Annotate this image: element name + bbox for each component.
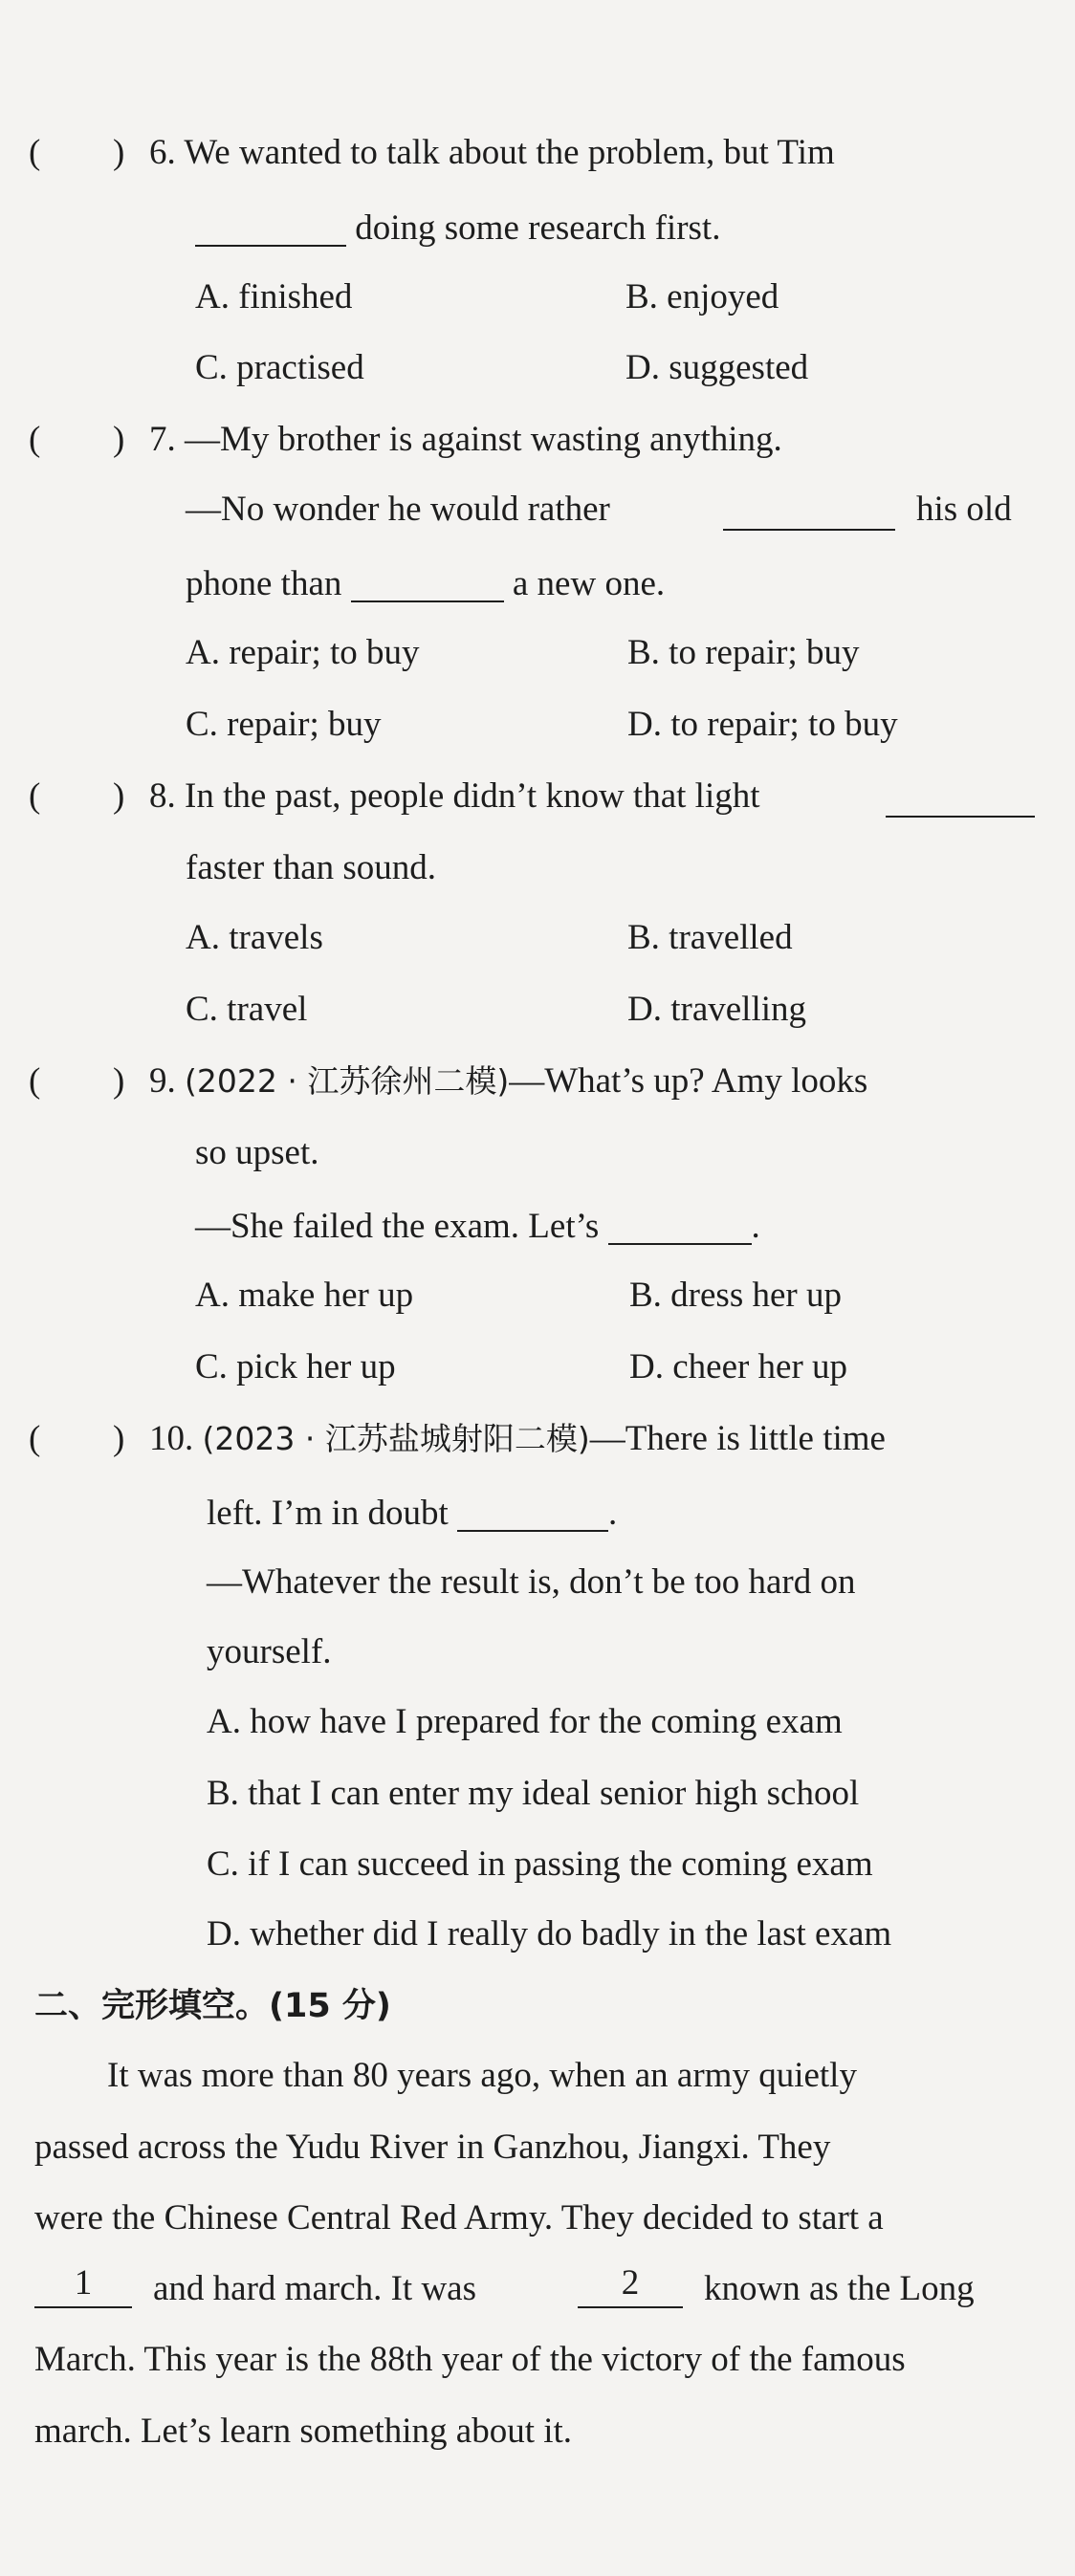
q6-options-row2 — [0, 341, 1075, 395]
q6-options-row1 — [0, 271, 1075, 324]
answer-blank[interactable] — [457, 1492, 608, 1532]
q9-stem: ( ) 9. (2022 · 江苏徐州二模)—What’s up? Amy looks — [29, 1061, 868, 1101]
cloze-blank-2[interactable]: 2 — [578, 2262, 683, 2308]
q6-option-c[interactable]: C. practised — [195, 348, 364, 387]
q7-number: 7 — [149, 420, 167, 459]
passage-line-2: passed across the Yudu River in Ganzhou, Jiangxi. They — [34, 2128, 831, 2167]
q9-number: 9 — [149, 1061, 167, 1101]
q6-number: 6 — [149, 133, 167, 172]
q9-option-a[interactable]: A. make her up — [195, 1276, 414, 1315]
q7-option-c[interactable]: C. repair; buy — [186, 705, 382, 744]
q7-options-row2 — [0, 698, 1075, 752]
q6-option-b[interactable]: B. enjoyed — [625, 277, 779, 317]
q7-option-d[interactable]: D. to repair; to buy — [627, 705, 898, 744]
q7-option-a[interactable]: A. repair; to buy — [186, 633, 420, 672]
q10-option-c[interactable]: C. if I can succeed in passing the coming exam — [207, 1845, 873, 1884]
q8-option-a[interactable]: A. travels — [186, 918, 323, 957]
q10-option-c-row — [0, 1838, 1075, 1891]
q9-option-d[interactable]: D. cheer her up — [629, 1347, 848, 1386]
q9-option-b[interactable]: B. dress her up — [629, 1276, 842, 1315]
q8-options-row1 — [0, 911, 1075, 965]
answer-blank[interactable] — [351, 562, 504, 602]
q8-stem-line2: faster than sound. — [186, 848, 437, 887]
q7-option-b[interactable]: B. to repair; buy — [627, 633, 860, 672]
passage-line-3: were the Chinese Central Red Army. They decided to start a — [34, 2198, 884, 2238]
q9-option-c[interactable]: C. pick her up — [195, 1347, 396, 1386]
q9-options-row2 — [0, 1341, 1075, 1394]
q7-stem-line3: phone than a new one. — [186, 564, 666, 603]
q8-option-c[interactable]: C. travel — [186, 990, 308, 1029]
q6-stem: ( ) 6. We wanted to talk about the problem, but Tim — [29, 133, 835, 172]
q6-option-d[interactable]: D. suggested — [625, 348, 809, 387]
q9-stem-line2: so upset. — [195, 1133, 319, 1172]
q10-option-d[interactable]: D. whether did I really do badly in the last exam — [207, 1914, 892, 1954]
q10-stem-line4: yourself. — [207, 1632, 332, 1671]
q10-option-a-row — [0, 1695, 1075, 1749]
q10-stem-line3: —Whatever the result is, don’t be too hard on — [207, 1562, 856, 1602]
q6-text: We wanted to talk about the problem, but Tim — [184, 133, 835, 172]
q10-stem: ( ) 10. (2023 · 江苏盐城射阳二模)—There is little time — [29, 1419, 886, 1458]
passage-line-5: March. This year is the 88th year of the victory of the famous — [34, 2340, 906, 2379]
q7-options-row1 — [0, 626, 1075, 680]
section2-heading-row — [0, 1979, 1075, 2033]
answer-blank[interactable] — [886, 777, 1035, 818]
q10-source: (2023 · 江苏盐城射阳二模) — [202, 1420, 590, 1457]
q10-stem-line2: left. I’m in doubt . — [207, 1494, 618, 1533]
q8-option-b[interactable]: B. travelled — [627, 918, 793, 957]
q9-source: (2022 · 江苏徐州二模) — [185, 1062, 510, 1100]
q10-option-a[interactable]: A. how have I prepared for the coming exam — [207, 1702, 843, 1741]
q8-option-d[interactable]: D. travelling — [627, 990, 807, 1029]
passage-line-6: march. Let’s learn something about it. — [34, 2412, 573, 2451]
q7-stem: ( ) 7. —My brother is against wasting anything. — [29, 420, 782, 459]
answer-blank[interactable] — [195, 207, 346, 247]
passage-line-4: 1 and hard march. It was 2 known as the Long — [0, 2262, 1075, 2316]
cloze-blank-1[interactable]: 1 — [34, 2262, 132, 2308]
q8-options-row2 — [0, 983, 1075, 1037]
section-heading: 二、完形填空。(15 分) — [34, 1987, 391, 2025]
answer-blank[interactable] — [723, 491, 895, 531]
q10-number: 10 — [149, 1419, 185, 1458]
q10-option-b-row — [0, 1767, 1075, 1821]
q9-stem-line3: —She failed the exam. Let’s . — [195, 1207, 760, 1246]
q6-option-a[interactable]: A. finished — [195, 277, 353, 317]
q8-number: 8 — [149, 776, 167, 816]
q8-stem: ( ) 8. In the past, people didn’t know that light — [0, 770, 1075, 823]
q10-option-b[interactable]: B. that I can enter my ideal senior high school — [207, 1774, 860, 1813]
passage-line-1: It was more than 80 years ago, when an army quietly — [107, 2056, 857, 2095]
q7-stem-line2: —No wonder he would rather his old — [186, 490, 1012, 529]
q6-stem-line2: doing some research first. — [0, 199, 1075, 252]
q10-option-d-row — [0, 1908, 1075, 1961]
q9-options-row1 — [0, 1269, 1075, 1322]
answer-blank[interactable] — [608, 1205, 752, 1245]
